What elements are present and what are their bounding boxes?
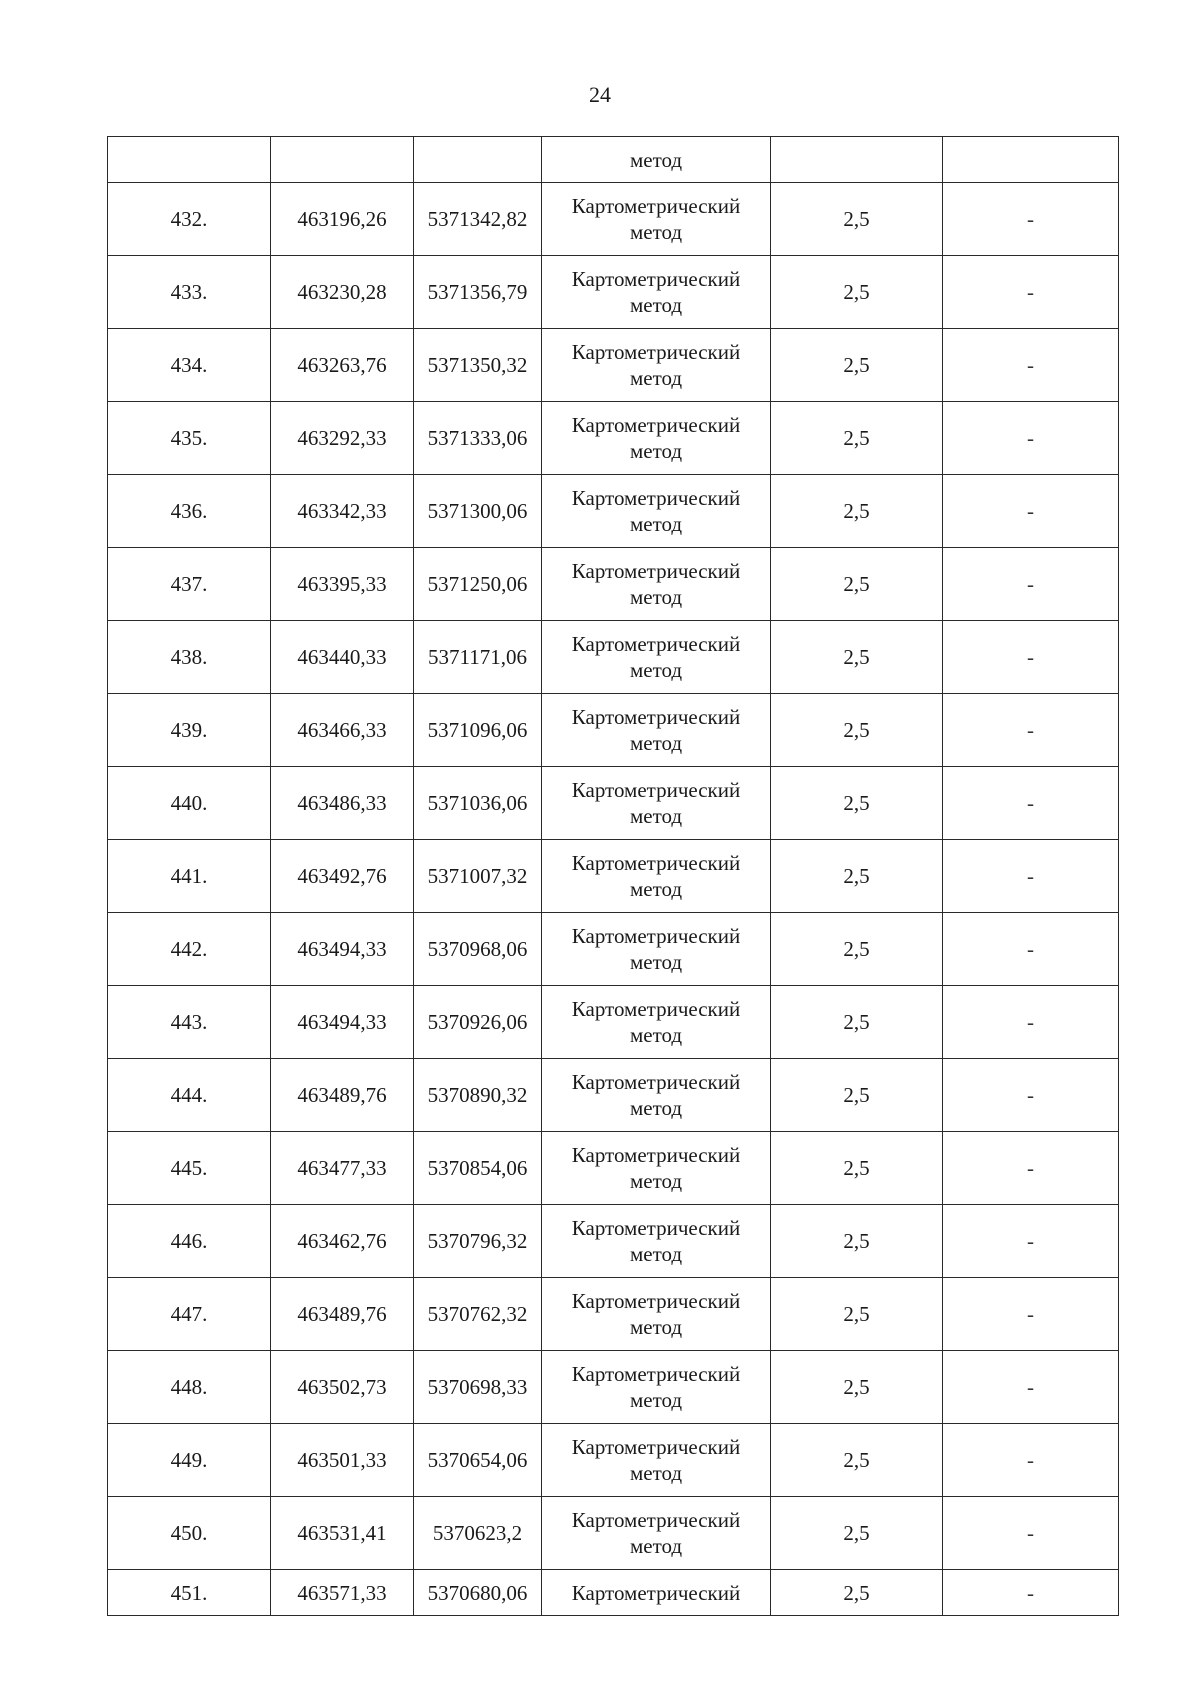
- note-cell: -: [943, 183, 1119, 256]
- accuracy-cell: 2,5: [771, 986, 943, 1059]
- method-line-1: Картометрический: [571, 778, 741, 802]
- method-cell: метод: [542, 137, 771, 183]
- method-cell: [542, 1059, 771, 1132]
- method-cell: [542, 1497, 771, 1570]
- note-cell: -: [943, 986, 1119, 1059]
- point-number-cell: 450.: [108, 1497, 271, 1570]
- y-coordinate-cell: 5371333,06: [414, 402, 542, 475]
- method-line-2: метод: [629, 731, 683, 755]
- x-coordinate-cell: 463531,41: [271, 1497, 414, 1570]
- point-number-cell: 451.: [108, 1570, 271, 1616]
- method-line-2: метод: [629, 1315, 683, 1339]
- note-cell: -: [943, 1351, 1119, 1424]
- method-line-2: метод: [629, 1388, 683, 1412]
- accuracy-cell: 2,5: [771, 840, 943, 913]
- method-line-1: Картометрический: [571, 705, 741, 729]
- table-row: [108, 475, 1119, 548]
- accuracy-cell: 2,5: [771, 1351, 943, 1424]
- table-row: [108, 1205, 1119, 1278]
- note-cell: -: [943, 694, 1119, 767]
- method-cell: Картометрический: [542, 1570, 771, 1616]
- note-cell: -: [943, 767, 1119, 840]
- method-line-1: Картометрический: [571, 1289, 741, 1313]
- note-cell: -: [943, 1059, 1119, 1132]
- point-number-cell: 448.: [108, 1351, 271, 1424]
- page-number: 24: [589, 82, 611, 107]
- y-coordinate-cell: 5370796,32: [414, 1205, 542, 1278]
- x-coordinate-cell: 463571,33: [271, 1570, 414, 1616]
- accuracy-cell: 2,5: [771, 256, 943, 329]
- note-cell: -: [943, 1424, 1119, 1497]
- y-coordinate-cell: 5371250,06: [414, 548, 542, 621]
- y-coordinate-cell: 5370623,2: [414, 1497, 542, 1570]
- table-row: [108, 840, 1119, 913]
- method-cell: [542, 767, 771, 840]
- note-cell: [943, 137, 1119, 183]
- note-cell: -: [943, 548, 1119, 621]
- y-coordinate-cell: 5370890,32: [414, 1059, 542, 1132]
- accuracy-cell: 2,5: [771, 694, 943, 767]
- y-coordinate-cell: 5370968,06: [414, 913, 542, 986]
- method-line-2: метод: [629, 804, 683, 828]
- note-cell: -: [943, 402, 1119, 475]
- table-row: [108, 548, 1119, 621]
- point-number-cell: 447.: [108, 1278, 271, 1351]
- point-number-cell: 436.: [108, 475, 271, 548]
- method-line-1: Картометрический: [571, 1143, 741, 1167]
- note-cell: -: [943, 840, 1119, 913]
- note-cell: -: [943, 329, 1119, 402]
- point-number-cell: 432.: [108, 183, 271, 256]
- table-row: [108, 1351, 1119, 1424]
- x-coordinate-cell: 463494,33: [271, 986, 414, 1059]
- point-number-cell: 434.: [108, 329, 271, 402]
- note-cell: -: [943, 1132, 1119, 1205]
- accuracy-cell: 2,5: [771, 1059, 943, 1132]
- method-line-2: метод: [629, 366, 683, 390]
- y-coordinate-cell: 5370680,06: [414, 1570, 542, 1616]
- method-line-1: Картометрический: [571, 1216, 741, 1240]
- note-cell: -: [943, 1570, 1119, 1616]
- method-line-2: метод: [629, 950, 683, 974]
- point-number-cell: 438.: [108, 621, 271, 694]
- accuracy-cell: 2,5: [771, 621, 943, 694]
- x-coordinate-cell: 463466,33: [271, 694, 414, 767]
- accuracy-cell: 2,5: [771, 913, 943, 986]
- x-coordinate-cell: 463395,33: [271, 548, 414, 621]
- y-coordinate-cell: 5371350,32: [414, 329, 542, 402]
- method-cell: [542, 402, 771, 475]
- method-line-1: Картометрический: [571, 486, 741, 510]
- method-line-1: Картометрический: [571, 559, 741, 583]
- table-row: [108, 1278, 1119, 1351]
- x-coordinate-cell: 463263,76: [271, 329, 414, 402]
- method-line-1: Картометрический: [571, 632, 741, 656]
- coordinates-table-body: [108, 137, 1119, 1616]
- y-coordinate-cell: 5371300,06: [414, 475, 542, 548]
- accuracy-cell: 2,5: [771, 548, 943, 621]
- point-number-cell: 449.: [108, 1424, 271, 1497]
- table-row: [108, 1424, 1119, 1497]
- y-coordinate-cell: 5370926,06: [414, 986, 542, 1059]
- accuracy-cell: 2,5: [771, 767, 943, 840]
- table-row: [108, 694, 1119, 767]
- x-coordinate-cell: 463486,33: [271, 767, 414, 840]
- point-number-cell: [108, 137, 271, 183]
- method-cell: [542, 548, 771, 621]
- method-cell: [542, 256, 771, 329]
- point-number-cell: 437.: [108, 548, 271, 621]
- x-coordinate-cell: 463489,76: [271, 1278, 414, 1351]
- table-row: [108, 1497, 1119, 1570]
- y-coordinate-cell: 5370698,33: [414, 1351, 542, 1424]
- method-line-1: Картометрический: [571, 997, 741, 1021]
- point-number-cell: 433.: [108, 256, 271, 329]
- x-coordinate-cell: 463477,33: [271, 1132, 414, 1205]
- point-number-cell: 446.: [108, 1205, 271, 1278]
- accuracy-cell: 2,5: [771, 1424, 943, 1497]
- method-cell: [542, 913, 771, 986]
- y-coordinate-cell: 5371096,06: [414, 694, 542, 767]
- note-cell: -: [943, 1497, 1119, 1570]
- y-coordinate-cell: 5371007,32: [414, 840, 542, 913]
- x-coordinate-cell: [271, 137, 414, 183]
- method-cell: [542, 1351, 771, 1424]
- method-line-2: метод: [629, 877, 683, 901]
- accuracy-cell: 2,5: [771, 1132, 943, 1205]
- method-cell: [542, 475, 771, 548]
- point-number-cell: 443.: [108, 986, 271, 1059]
- method-line-1: Картометрический: [571, 1070, 741, 1094]
- accuracy-cell: 2,5: [771, 329, 943, 402]
- table-row: [108, 256, 1119, 329]
- method-line-2: метод: [629, 585, 683, 609]
- method-cell: [542, 1205, 771, 1278]
- x-coordinate-cell: 463462,76: [271, 1205, 414, 1278]
- method-cell: [542, 1424, 771, 1497]
- accuracy-cell: 2,5: [771, 183, 943, 256]
- accuracy-cell: 2,5: [771, 1497, 943, 1570]
- table-row: [108, 329, 1119, 402]
- note-cell: -: [943, 256, 1119, 329]
- table-row: [108, 402, 1119, 475]
- note-cell: -: [943, 913, 1119, 986]
- y-coordinate-cell: 5370762,32: [414, 1278, 542, 1351]
- table-row: [108, 913, 1119, 986]
- method-cell: [542, 840, 771, 913]
- y-coordinate-cell: 5371356,79: [414, 256, 542, 329]
- x-coordinate-cell: 463196,26: [271, 183, 414, 256]
- x-coordinate-cell: 463502,73: [271, 1351, 414, 1424]
- method-line-1: Картометрический: [571, 924, 741, 948]
- y-coordinate-cell: 5370654,06: [414, 1424, 542, 1497]
- method-cell: [542, 183, 771, 256]
- point-number-cell: 441.: [108, 840, 271, 913]
- table-row: [108, 1059, 1119, 1132]
- accuracy-cell: 2,5: [771, 1570, 943, 1616]
- table-row: [108, 767, 1119, 840]
- method-line-2: метод: [629, 1169, 683, 1193]
- table-row-continuation: [108, 137, 1119, 183]
- table-row: [108, 621, 1119, 694]
- point-number-cell: 440.: [108, 767, 271, 840]
- x-coordinate-cell: 463492,76: [271, 840, 414, 913]
- y-coordinate-cell: 5371171,06: [414, 621, 542, 694]
- method-cell: [542, 1278, 771, 1351]
- method-cell: [542, 694, 771, 767]
- x-coordinate-cell: 463342,33: [271, 475, 414, 548]
- method-line-2: метод: [629, 512, 683, 536]
- method-cell: [542, 329, 771, 402]
- accuracy-cell: 2,5: [771, 402, 943, 475]
- method-line-2: метод: [629, 293, 683, 317]
- coordinates-table: [107, 136, 1119, 1616]
- point-number-cell: 442.: [108, 913, 271, 986]
- x-coordinate-cell: 463489,76: [271, 1059, 414, 1132]
- table-row: [108, 986, 1119, 1059]
- x-coordinate-cell: 463292,33: [271, 402, 414, 475]
- method-line-1: Картометрический: [571, 194, 741, 218]
- table-row: [108, 183, 1119, 256]
- note-cell: -: [943, 621, 1119, 694]
- accuracy-cell: 2,5: [771, 1205, 943, 1278]
- note-cell: -: [943, 475, 1119, 548]
- method-line-1: Картометрический: [571, 1508, 741, 1532]
- method-line-1: Картометрический: [571, 1362, 741, 1386]
- accuracy-cell: 2,5: [771, 1278, 943, 1351]
- method-line-1: Картометрический: [571, 413, 741, 437]
- x-coordinate-cell: 463230,28: [271, 256, 414, 329]
- y-coordinate-cell: 5370854,06: [414, 1132, 542, 1205]
- accuracy-cell: [771, 137, 943, 183]
- method-line-2: метод: [629, 1461, 683, 1485]
- method-line-1: Картометрический: [571, 1435, 741, 1459]
- method-line-2: метод: [629, 220, 683, 244]
- method-cell: [542, 621, 771, 694]
- note-cell: -: [943, 1205, 1119, 1278]
- method-line-2: метод: [629, 439, 683, 463]
- point-number-cell: 445.: [108, 1132, 271, 1205]
- method-line-2: метод: [629, 658, 683, 682]
- point-number-cell: 444.: [108, 1059, 271, 1132]
- x-coordinate-cell: 463440,33: [271, 621, 414, 694]
- table-row: [108, 1132, 1119, 1205]
- note-cell: -: [943, 1278, 1119, 1351]
- method-line-1: Картометрический: [571, 851, 741, 875]
- x-coordinate-cell: 463494,33: [271, 913, 414, 986]
- y-coordinate-cell: 5371036,06: [414, 767, 542, 840]
- point-number-cell: 435.: [108, 402, 271, 475]
- y-coordinate-cell: [414, 137, 542, 183]
- method-line-1: Картометрический: [571, 340, 741, 364]
- method-line-2: метод: [629, 1242, 683, 1266]
- method-line-2: метод: [629, 1534, 683, 1558]
- point-number-cell: 439.: [108, 694, 271, 767]
- method-line-2: метод: [629, 1096, 683, 1120]
- table-row-last: [108, 1570, 1119, 1616]
- x-coordinate-cell: 463501,33: [271, 1424, 414, 1497]
- accuracy-cell: 2,5: [771, 475, 943, 548]
- y-coordinate-cell: 5371342,82: [414, 183, 542, 256]
- method-line-1: Картометрический: [571, 267, 741, 291]
- method-cell: [542, 1132, 771, 1205]
- method-line-2: метод: [629, 1023, 683, 1047]
- method-cell: [542, 986, 771, 1059]
